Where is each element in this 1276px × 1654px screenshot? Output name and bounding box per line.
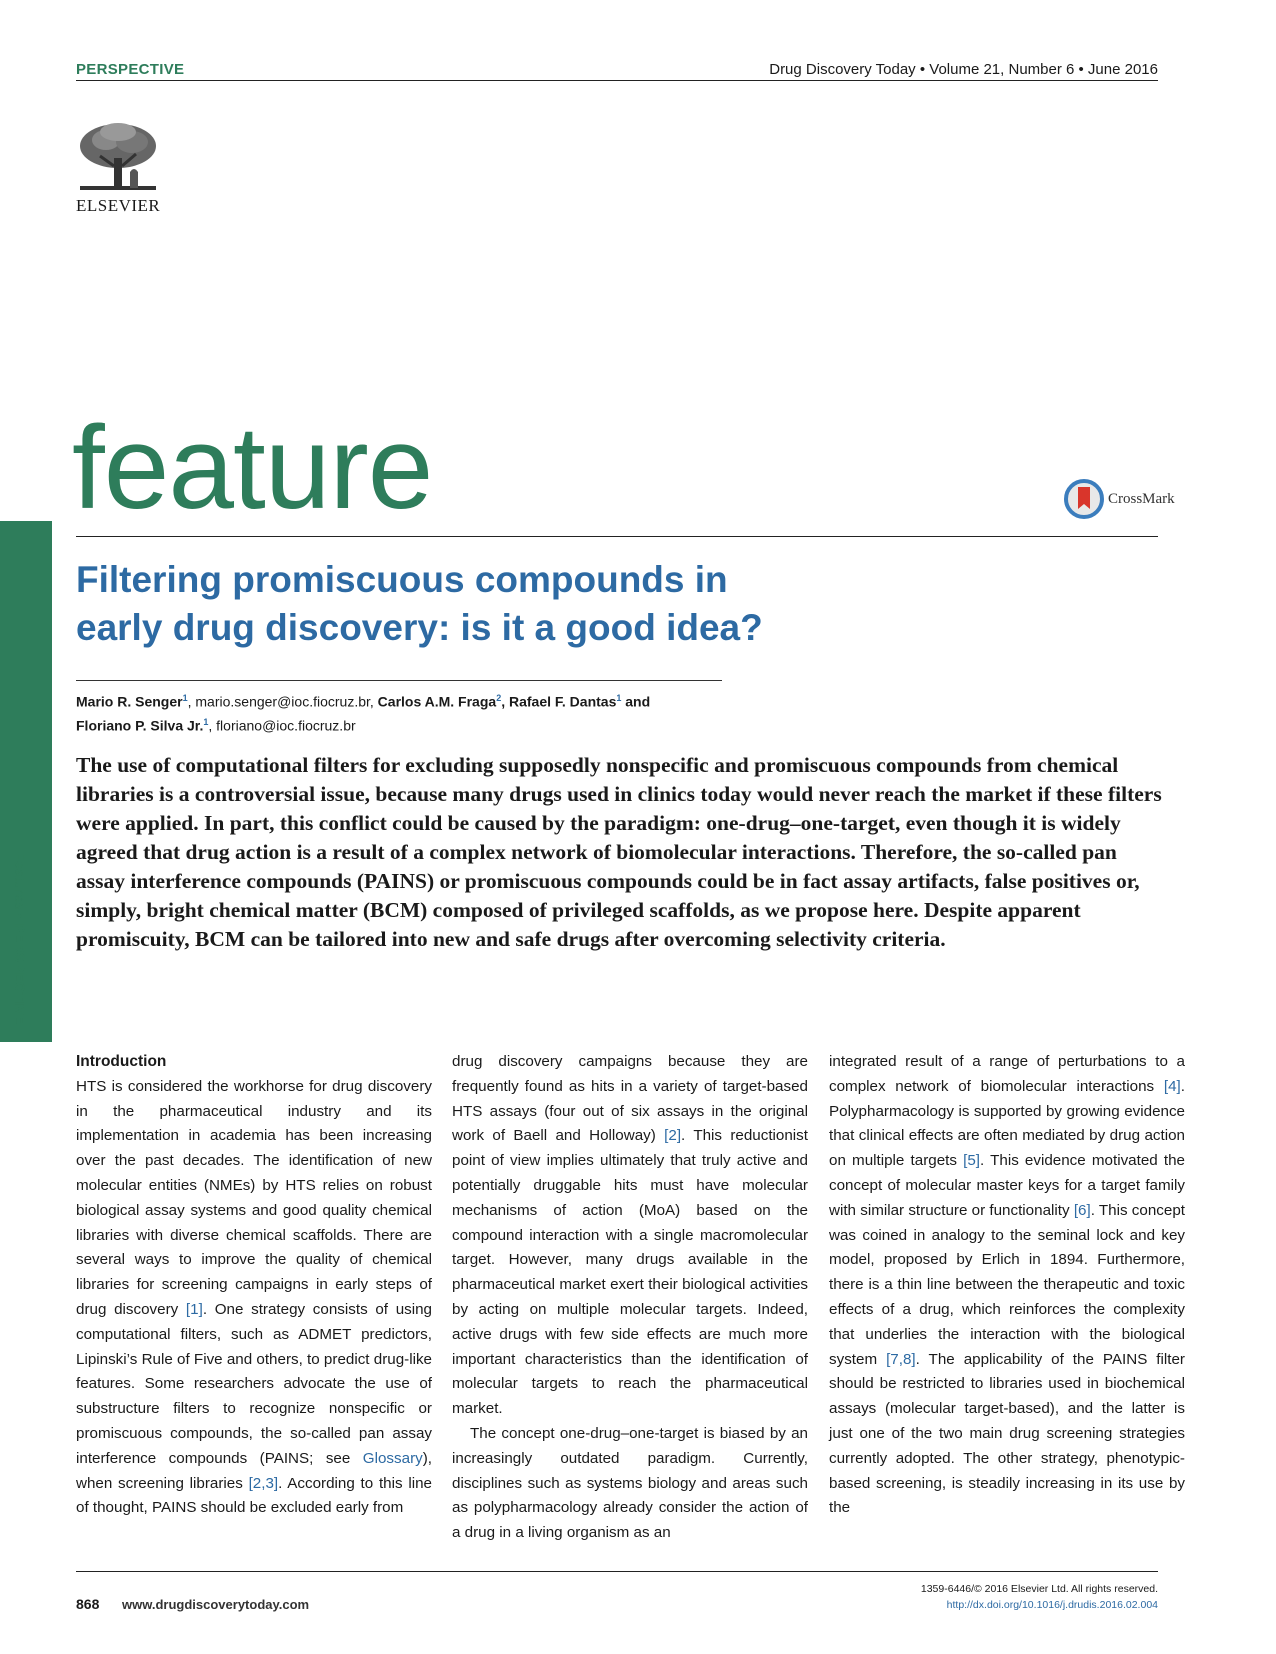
author-name: Rafael F. Dantas <box>508 693 617 710</box>
header-rule <box>76 80 1158 81</box>
author-and: and <box>621 693 651 710</box>
body-text: . One strategy consists of using computational filters, such as ADMET predictors, Lipinski’s Rule of Five and others, to predict drug-like features. Some researchers advocate the use of substructure filters to recognize nonspecific or promiscuous compounds, the so-called pan assay interference compounds (PAINS; see <box>76 1300 433 1467</box>
elsevier-wordmark: ELSEVIER <box>76 196 161 215</box>
affiliation-marker[interactable]: 1 <box>203 716 209 727</box>
doi-link[interactable]: http://dx.doi.org/10.1016/j.drudis.2016.02.004 <box>946 1599 1158 1611</box>
abstract: The use of computational filters for excluding supposedly nonspecific and promiscuous compounds from chemical libraries is a controversial issue, because many drugs used in clinics today would never reach the market if these filters were applied. In part, this conflict could be caused by the paradigm: one-drug–one-target, even though it is widely agreed that drug action is a result of a complex network of biomolecular interactions. Therefore, the so-called pan assay interference compounds (PAINS) or promiscuous compounds could be in fact assay artifacts, false positives or, simply, bright chemical matter (BCM) composed of privileged scaffolds, as we propose here. Despite apparent promiscuity, BCM can be tailored into new and safe drugs after overcoming selectivity criteria. <box>76 753 1162 951</box>
crossmark-label: CrossMark <box>1108 490 1175 507</box>
body-paragraph <box>829 1050 1185 1521</box>
body-text: integrated result of a range of perturbations to a complex network of biomolecular interactions <box>829 1053 1185 1095</box>
tree-logo-icon <box>76 120 160 194</box>
body-paragraph: The concept one-drug–one-target is biased by an increasingly outdated paradigm. Currently, disciplines such as systems biology and areas such as polypharmacology already consider the action of a drug in a living organism as an <box>452 1424 808 1542</box>
citation-link[interactable]: [6] <box>1073 1201 1091 1219</box>
author-rule <box>76 680 722 681</box>
title-line-1: Filtering promiscuous compounds in <box>76 559 728 600</box>
title-rule <box>76 536 1158 537</box>
crossmark-icon <box>1064 479 1104 519</box>
body-text: . This concept was coined in analogy to the seminal lock and key model, proposed by Erlich in 1894. Furthermore, there is a thin line between the therapeutic and toxic effects of a drug, which reinforces the complexity that underlies the interaction with the biological system <box>829 1201 1185 1368</box>
journal-info: Drug Discovery Today • Volume 21, Number 6 • June 2016 <box>769 61 1158 78</box>
side-tab-section: PERSPECTIVE <box>12 923 28 1025</box>
body-text: . According to this line of thought, PAINS should be excluded early from <box>76 1474 432 1517</box>
body-text: HTS is considered the workhorse for drug discovery in the pharmaceutical industry and its implementation in academia has been increasing over the past decades. The identification of new molecular entities (NMEs) by HTS relies on robust biological assay systems and good quality chemical libraries with diverse chemical scaffolds. There are several ways to improve the quality of chemical libraries for screening campaigns in early steps of drug discovery <box>76 1077 432 1318</box>
body-paragraph <box>76 1075 432 1521</box>
crossmark-badge[interactable] <box>1064 479 1175 519</box>
body-text: . Polypharmacology is supported by growing evidence that clinical effects are often mediated by drug action on multiple targets <box>829 1077 1185 1170</box>
copyright-notice: 1359-6446/© 2016 Elsevier Ltd. All rights reserved. <box>920 1583 1158 1595</box>
author-email[interactable]: , mario.senger@ioc.fiocruz.br, <box>187 693 378 710</box>
citation-link[interactable]: [2,3] <box>248 1474 279 1492</box>
body-text: drug discovery campaigns because they are frequently found as hits in a variety of target-based HTS assays (four out of six assays in the original work of Baell and Holloway) <box>452 1053 808 1145</box>
section-heading-introduction: Introduction <box>76 1053 167 1070</box>
side-tab-prefix: Features • <box>12 852 28 924</box>
author-name: Mario R. Senger <box>76 693 183 710</box>
body-text: . This evidence motivated the concept of molecular master keys for a target family with similar structure or functionality <box>829 1152 1185 1219</box>
affiliation-marker[interactable]: 2 <box>496 693 502 703</box>
citation-link[interactable]: [5] <box>963 1152 980 1170</box>
author-list <box>76 688 776 735</box>
citation-link[interactable]: [1] <box>185 1300 203 1318</box>
page-number: 868 <box>76 1596 100 1612</box>
citation-link[interactable]: [2] <box>664 1127 682 1145</box>
body-text: . This reductionist point of view implies ultimately that truly active and potentially druggable hits must have molecular mechanisms of action (MoA) based on the compound interaction with a single macromolecular target. However, many drugs available in the pharmaceutical market exert their biological activities by acting on multiple molecular targets. Indeed, active drugs with few side effects are much more important characteristics than the identification of molecular targets to reach the pharmaceutical market. <box>452 1127 808 1418</box>
body-text: . The applicability of the PAINS filter should be restricted to libraries used in biochemical assays (molecular target-based), and the latter is just one of the two main drug screening strategies currently adopted. The other strategy, phenotypic-based screening, is steadily increasing in its use by the <box>829 1350 1185 1517</box>
glossary-link[interactable]: Glossary <box>362 1449 423 1467</box>
section-label: PERSPECTIVE <box>76 61 185 78</box>
feature-heading: feature <box>72 402 433 534</box>
citation-link[interactable]: [7,8] <box>886 1350 916 1368</box>
citation-link[interactable]: [4] <box>1163 1077 1181 1095</box>
affiliation-marker[interactable]: 1 <box>616 693 622 703</box>
author-separator: , <box>501 693 509 710</box>
body-column-3 <box>829 1050 1185 1521</box>
author-name: Floriano P. Silva Jr. <box>76 717 204 734</box>
body-column-2 <box>452 1050 808 1546</box>
author-name: Carlos A.M. Fraga <box>377 693 497 710</box>
author-email[interactable]: , floriano@ioc.fiocruz.br <box>208 717 356 734</box>
article-title <box>76 556 976 652</box>
body-column-1 <box>76 1050 432 1521</box>
affiliation-marker[interactable]: 1 <box>182 693 188 703</box>
journal-website-link[interactable]: www.drugdiscoverytoday.com <box>122 1597 310 1612</box>
title-line-2: early drug discovery: is it a good idea? <box>76 607 763 648</box>
elsevier-logo[interactable] <box>76 120 166 216</box>
body-paragraph <box>452 1050 808 1422</box>
body-text: ), when screening libraries <box>76 1449 432 1492</box>
footer-rule <box>76 1571 1158 1572</box>
